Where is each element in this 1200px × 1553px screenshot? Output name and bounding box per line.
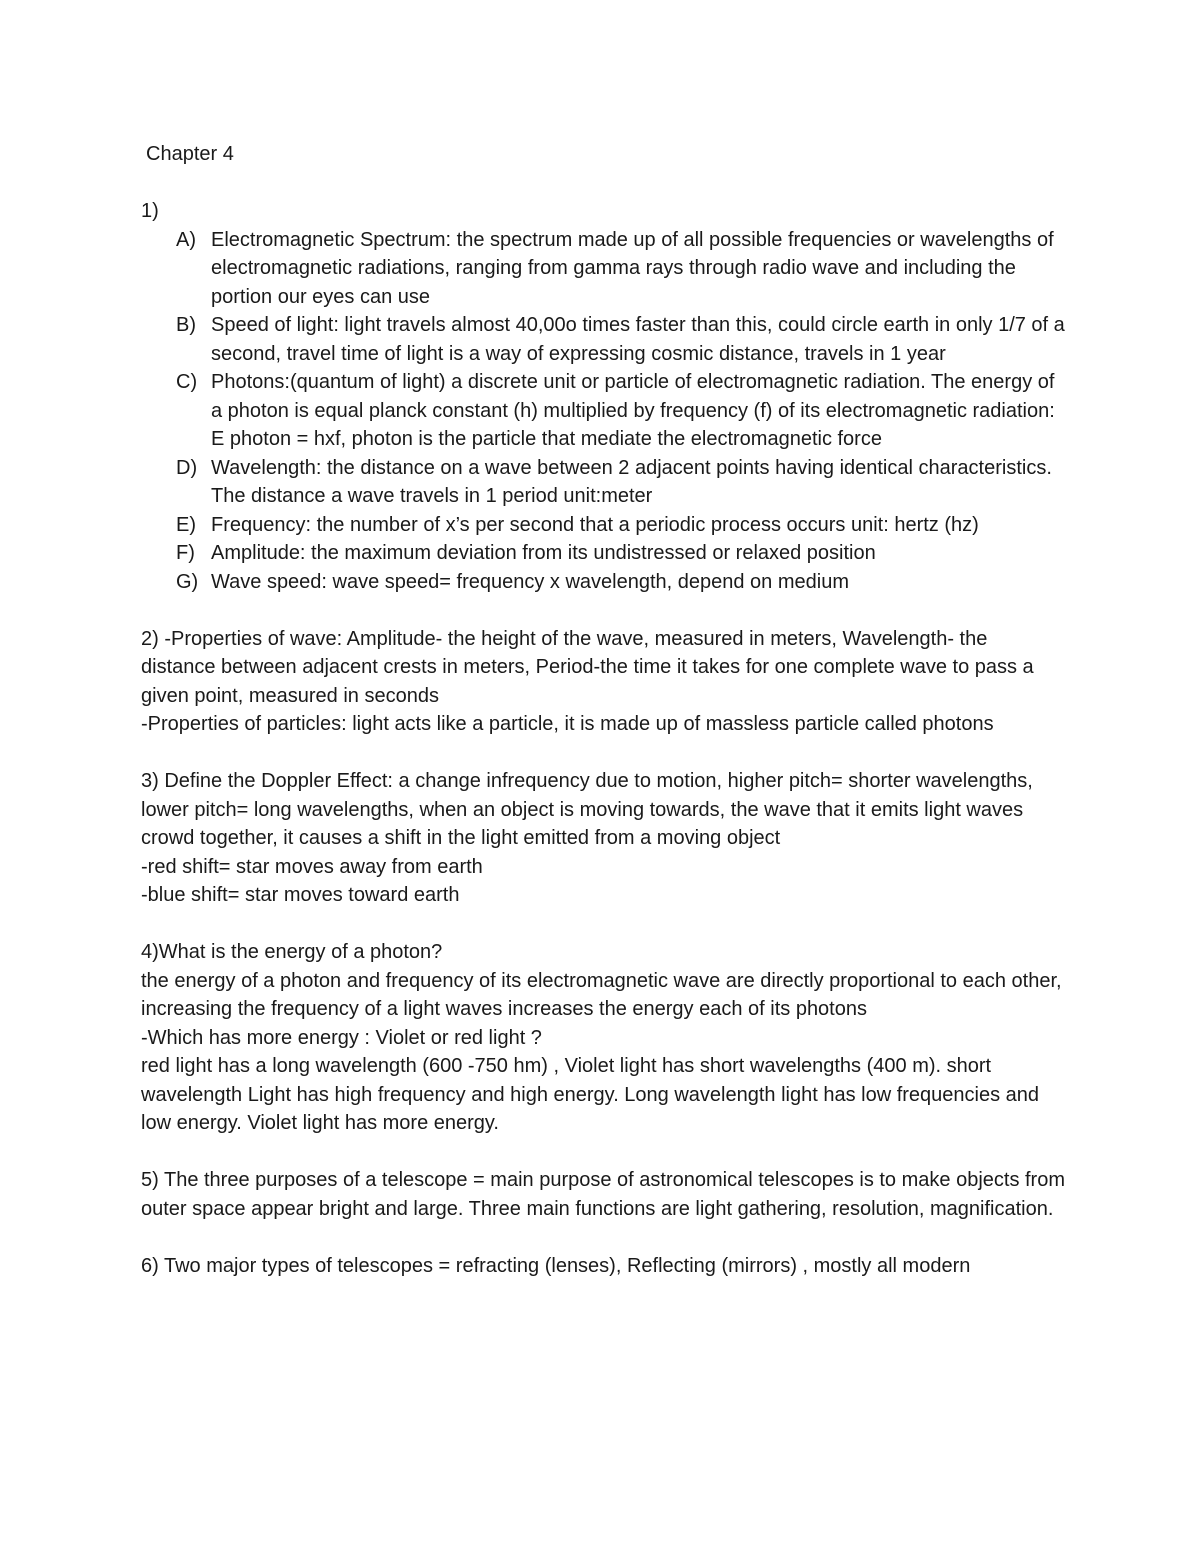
question-1-label: 1) xyxy=(141,200,159,222)
definition-item-c xyxy=(141,368,1066,454)
spacer xyxy=(141,1223,1066,1252)
question-4-subanswer: red light has a long wavelength (600 -750 hm) , Violet light has short wavelengths (400 m). short wavelength Light has high frequency and high energy. Long wavelength light has low frequencies and low energy. Violet light has more energy. xyxy=(141,1055,1040,1134)
definition-item-d xyxy=(141,454,1066,511)
spacer xyxy=(141,169,1066,198)
spacer xyxy=(141,739,1066,768)
question-5-telescope-purposes: 5) The three purposes of a telescope = main purpose of astronomical telescopes is to make objects from outer space appear bright and large. Three main functions are light gathering, resolution, magnification. xyxy=(141,1169,1066,1220)
definition-letter: B) xyxy=(176,314,196,336)
spacer xyxy=(141,1138,1066,1167)
definition-letter: A) xyxy=(176,228,196,251)
chapter-title: Chapter 4 xyxy=(146,143,234,165)
definition-item-a xyxy=(141,226,1066,312)
definition-text: Wavelength: the distance on a wave between 2 adjacent points having identical characteristics. The distance a wave travels in 1 period unit:meter xyxy=(211,456,1052,507)
question-2-particle-properties: -Properties of particles: light acts like a particle, it is made up of massless particle called photons xyxy=(141,713,994,735)
definition-list xyxy=(141,226,1066,597)
definition-item-e xyxy=(141,511,1066,540)
definition-text: Photons:(quantum of light) a discrete unit or particle of electromagnetic radiation. The energy of a photon is equal planck constant (h) multiplied by frequency (f) of its electromagnetic radiation: E photon = hxf, photon is the particle that mediate the electromagnetic force xyxy=(211,371,1055,450)
definition-item-f xyxy=(141,539,1066,568)
document-body xyxy=(141,140,1066,1280)
definition-item-b xyxy=(141,311,1066,368)
question-4-heading: 4)What is the energy of a photon? xyxy=(141,941,443,963)
question-3-blue-shift: -blue shift= star moves toward earth xyxy=(141,884,460,906)
definition-item-g xyxy=(141,568,1066,597)
question-2-wave-properties: 2) -Properties of wave: Amplitude- the height of the wave, measured in meters, Wavelength- the distance between adjacent crests in meters, Period-the time it takes for one complete wave to pass a given point, measured in seconds xyxy=(141,627,1034,707)
definition-text: Frequency: the number of x’s per second that a periodic process occurs unit: hertz (hz) xyxy=(211,513,979,536)
spacer xyxy=(141,910,1066,939)
definition-text: Speed of light: light travels almost 40,00o times faster than this, could circle earth in only 1/7 of a second, travel time of light is a way of expressing cosmic distance, travels in 1 year xyxy=(211,314,1065,365)
definition-text: Amplitude: the maximum deviation from its undistressed or relaxed position xyxy=(211,542,876,564)
question-6-telescope-types: 6) Two major types of telescopes = refracting (lenses), Reflecting (mirrors) , mostly all modern xyxy=(141,1254,971,1277)
question-4-subquestion: -Which has more energy : Violet or red light ? xyxy=(141,1026,542,1049)
question-3-doppler-definition: 3) Define the Doppler Effect: a change infrequency due to motion, higher pitch= shorter wavelengths, lower pitch= long wavelengths, when an object is moving towards, the wave that it emits light waves crowd together, it causes a shift in the light emitted from a moving object xyxy=(141,770,1033,849)
definition-letter: F) xyxy=(176,542,195,564)
spacer xyxy=(141,596,1066,625)
definition-text: Wave speed: wave speed= frequency x wavelength, depend on medium xyxy=(211,570,849,593)
definition-letter: D) xyxy=(176,456,198,479)
definition-letter: E) xyxy=(176,513,196,536)
question-3-red-shift: -red shift= star moves away from earth xyxy=(141,855,483,878)
question-4-answer: the energy of a photon and frequency of its electromagnetic wave are directly proportional to each other, increasing the frequency of a light waves increases the energy each of its photons xyxy=(141,969,1062,1020)
definition-letter: G) xyxy=(176,570,199,593)
definition-letter: C) xyxy=(176,371,198,393)
definition-text: Electromagnetic Spectrum: the spectrum made up of all possible frequencies or wavelengths of electromagnetic radiations, ranging from gamma rays through radio wave and including the portion our eyes can use xyxy=(211,228,1054,308)
